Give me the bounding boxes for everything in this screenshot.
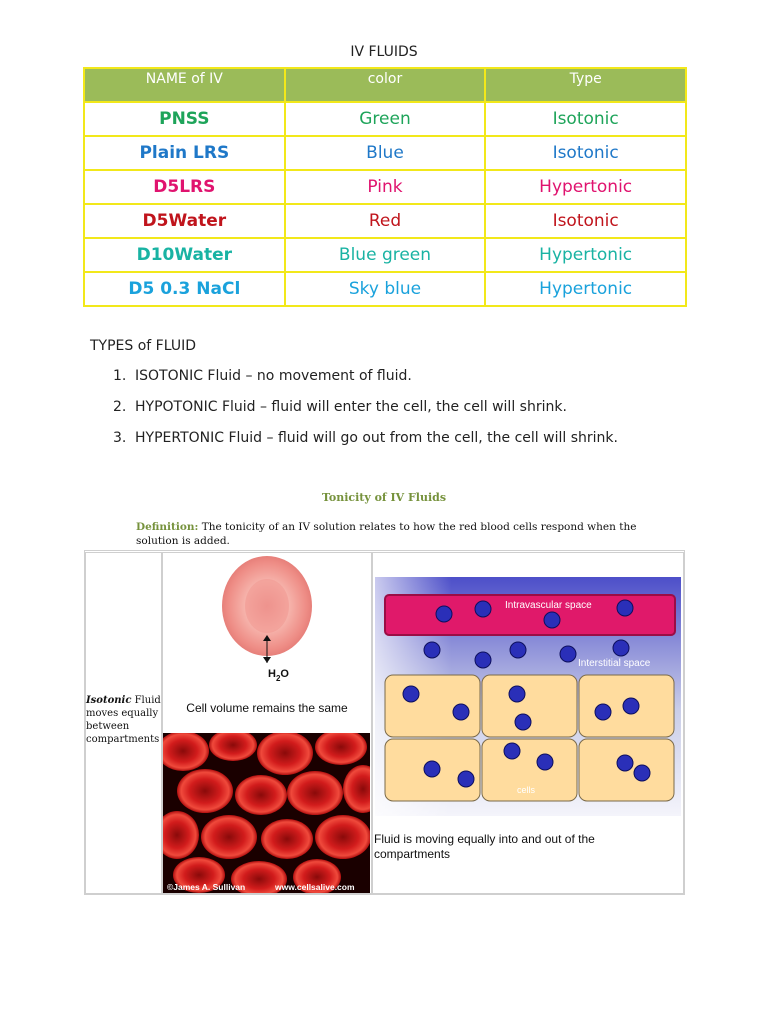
- fluid-name: D5LRS: [84, 170, 285, 204]
- fluid-color: Pink: [285, 170, 486, 204]
- h2o-label: $H_2O$: [268, 668, 289, 683]
- fluid-name: PNSS: [84, 102, 285, 136]
- table-header-row: [84, 68, 686, 102]
- table-row: [84, 238, 686, 272]
- list-item: [113, 368, 412, 384]
- fluid-color: Red: [285, 204, 486, 238]
- list-number: 1.: [113, 368, 127, 384]
- header-color: color: [285, 68, 486, 102]
- fluid-name: D5Water: [84, 204, 285, 238]
- definition-label: Definition:: [136, 521, 199, 533]
- fluid-type: Hypertonic: [485, 170, 686, 204]
- rbc-center: [245, 579, 289, 633]
- fluid-color: Blue: [285, 136, 486, 170]
- header-name: NAME of IV: [84, 68, 285, 102]
- table-row: [84, 136, 686, 170]
- cell-volume-caption: Cell volume remains the same: [186, 701, 348, 715]
- red-blood-cell-illustration: [164, 553, 370, 693]
- compartment-diagram: [375, 577, 681, 816]
- arrow-down-icon: [263, 657, 271, 663]
- fluid-type: Isotonic: [485, 136, 686, 170]
- interstitial-label: Interstitial space: [578, 658, 651, 669]
- isotonic-description: [86, 694, 162, 746]
- cell-compartment: [482, 675, 577, 737]
- definition-text: The tonicity of an IV solution relates to how the red blood cells respond when the solution is added.: [136, 521, 637, 547]
- document-title: IV FLUIDS: [350, 44, 418, 60]
- definition-paragraph: [136, 520, 676, 548]
- cells-label: cells: [517, 785, 536, 795]
- fluid-color: Blue green: [285, 238, 486, 272]
- types-heading: TYPES of FLUID: [90, 338, 196, 354]
- fluid-name: D10Water: [84, 238, 285, 272]
- intravascular-label: Intravascular space: [505, 600, 592, 611]
- list-text: HYPERTONIC Fluid – fluid will go out from the cell, the cell will shrink.: [135, 430, 618, 446]
- fluid-color: Sky blue: [285, 272, 486, 306]
- list-number: 2.: [113, 399, 127, 415]
- fluid-type: Isotonic: [485, 204, 686, 238]
- table-row: [84, 170, 686, 204]
- list-item: [113, 399, 567, 415]
- list-number: 3.: [113, 430, 127, 446]
- table-row: [84, 102, 686, 136]
- iv-fluids-table: [83, 67, 687, 307]
- fluid-color: Green: [285, 102, 486, 136]
- list-item: [113, 430, 618, 446]
- fluid-type: Hypertonic: [485, 272, 686, 306]
- header-type: Type: [485, 68, 686, 102]
- fluid-type: Hypertonic: [485, 238, 686, 272]
- fluid-name: Plain LRS: [84, 136, 285, 170]
- isotonic-rest: Fluid moves equally between compartments: [86, 695, 161, 745]
- list-text: HYPOTONIC Fluid – fluid will enter the cell, the cell will shrink.: [135, 399, 567, 415]
- tonicity-title: Tonicity of IV Fluids: [321, 491, 447, 504]
- photo-credit-left: ©James A. Sullivan: [167, 882, 246, 892]
- table-row: [84, 204, 686, 238]
- fluid-type: Isotonic: [485, 102, 686, 136]
- photo-credit-right: www.cellsalive.com: [275, 882, 355, 892]
- table-row: [84, 272, 686, 306]
- diagram-caption: Fluid is moving equally into and out of the compartments: [374, 832, 595, 861]
- rbc-photo: [163, 733, 370, 893]
- list-text: ISOTONIC Fluid – no movement of fluid.: [135, 368, 412, 384]
- isotonic-word: Isotonic: [86, 695, 132, 706]
- fluid-name: D5 0.3 NaCl: [84, 272, 285, 306]
